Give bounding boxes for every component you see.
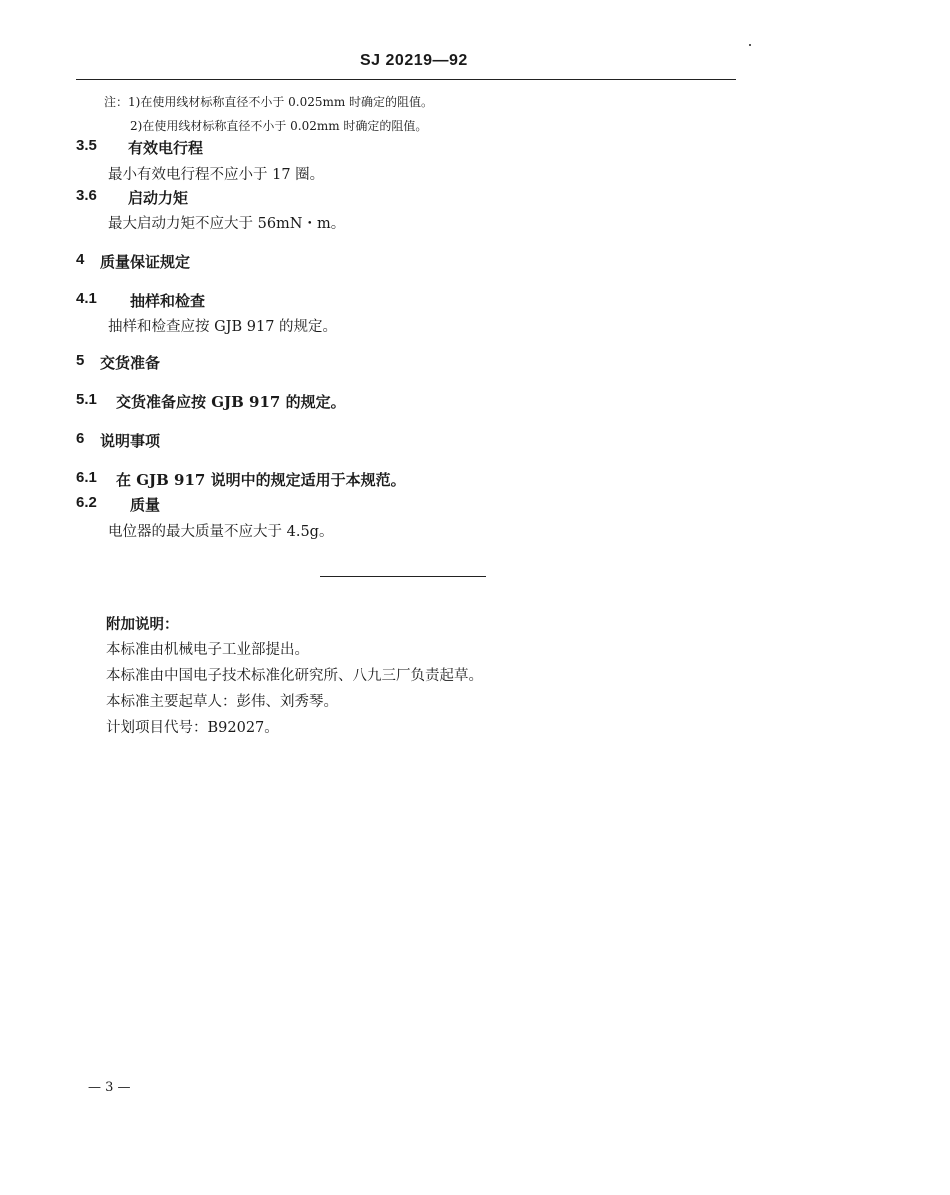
section-number-6-1: 6.1: [76, 469, 97, 486]
section-number-5-1: 5.1: [76, 391, 97, 408]
addendum-line: 本标准主要起草人：彭伟、刘秀琴。: [106, 694, 338, 710]
addendum-line: 本标准由机械电子工业部提出。: [106, 642, 309, 658]
section-number-6: 6: [76, 430, 85, 447]
section-number-3-5: 3.5: [76, 137, 97, 154]
section-title-5-1: 交货准备应按 GJB 917 的规定。: [116, 393, 346, 411]
section-body-3-6: 最大启动力矩不应大于 56mN・m。: [108, 216, 346, 232]
page-number: — 3 —: [88, 1080, 131, 1095]
section-number-4-1: 4.1: [76, 290, 97, 307]
end-of-standard-rule: [320, 576, 486, 577]
addendum-title: 附加说明：: [106, 616, 179, 633]
section-title-3-6: 启动力矩: [128, 189, 189, 207]
section-body-4-1: 抽样和检查应按 GJB 917 的规定。: [108, 319, 338, 335]
addendum-line: 计划项目代号：B92027。: [106, 720, 279, 736]
document-code-header: SJ 20219—92: [360, 52, 468, 69]
section-body-6-2: 电位器的最大质量不应大于 4.5g。: [108, 524, 334, 540]
section-title-4: 质量保证规定: [100, 253, 191, 271]
section-number-3-6: 3.6: [76, 187, 97, 204]
section-body-3-5: 最小有效电行程不应小于 17 圈。: [108, 167, 325, 183]
section-title-3-5: 有效电行程: [128, 139, 204, 157]
section-title-6-1: 在 GJB 917 说明中的规定适用于本规范。: [116, 471, 406, 489]
header-rule: [76, 79, 736, 80]
table-note-2: 2)在使用线材标称直径不小于 0.02mm 时确定的阻值。: [130, 119, 428, 133]
section-number-6-2: 6.2: [76, 494, 97, 511]
section-title-4-1: 抽样和检查: [130, 292, 206, 310]
section-number-4: 4: [76, 251, 85, 268]
addendum-line: 本标准由中国电子技术标准化研究所、八九三厂负责起草。: [106, 668, 483, 684]
table-note-1: 注：1)在使用线材标称直径不小于 0.025mm 时确定的阻值。: [104, 95, 434, 109]
scan-speck: [749, 44, 751, 46]
section-number-5: 5: [76, 352, 85, 369]
section-title-6: 说明事项: [100, 432, 161, 450]
section-title-6-2: 质量: [130, 496, 161, 514]
section-title-5: 交货准备: [100, 354, 161, 372]
